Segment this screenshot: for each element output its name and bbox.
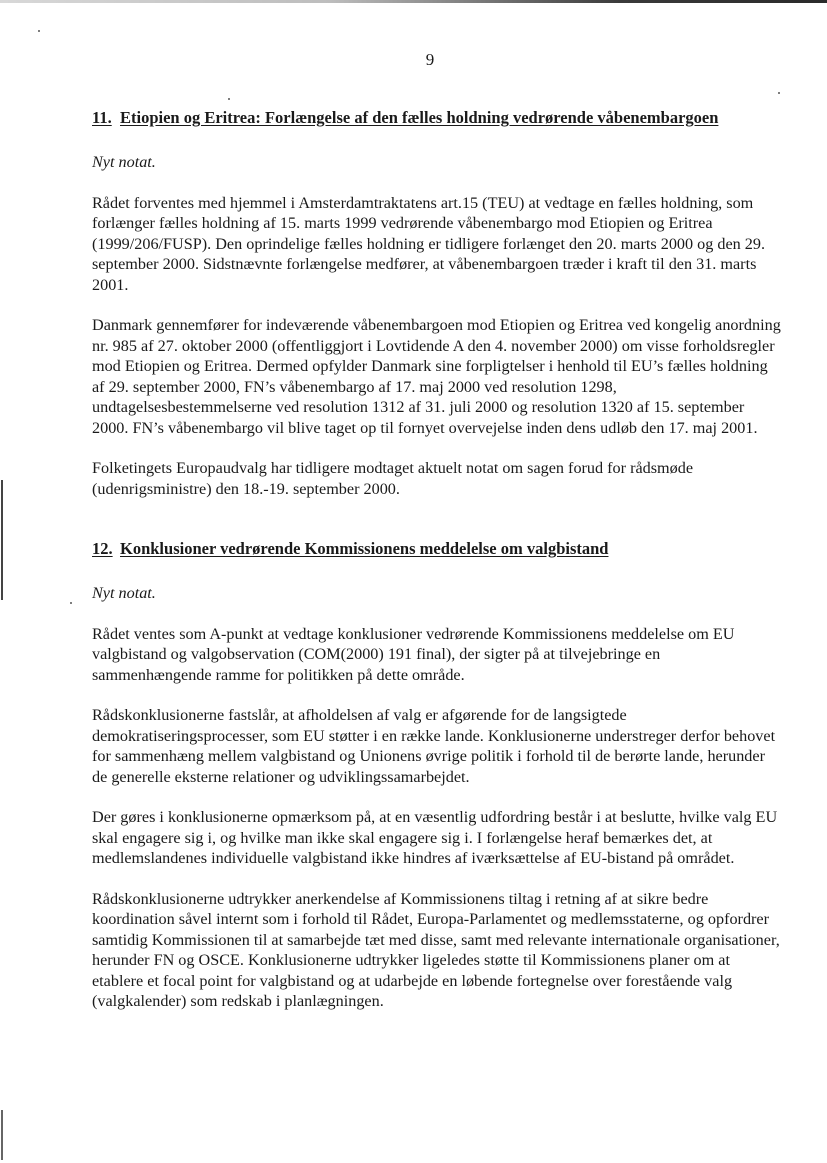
paragraph: Der gøres i konklusionerne opmærksom på, at en væsentlig udfordring består i at beslutte, hvilke valg EU skal engagere sig i, og hvilke man ikke skal engagere sig i. I forlængelse heraf bemærkes det, at medlemslandenes individuelle valgbistand ikke hindres af iværksættelse af EU-bistand på området. [92, 808, 778, 867]
scan-speck [228, 98, 230, 100]
section-11 [92, 108, 782, 499]
page-number: 9 [425, 50, 435, 69]
document-body [92, 108, 782, 1012]
section-heading [92, 539, 782, 559]
scan-speck [70, 602, 72, 604]
paragraph: Rådskonklusionerne udtrykker anerkendelse af Kommissionens tiltag i retning af at sikre bedre koordination såvel internt som i forhold til Rådet, Europa-Parlamentet og medlemsstaterne, og opfordrer samtidig Kommissionen til at samarbejde tæt med disse, samt med relevante internationale organisationer, herunder FN og OSCE. Konklusionerne udtrykker ligeledes støtte til Kommissionens planer om at etablere et focal point for valgbistand og at udarbejde en løbende fortegnelse over forestående valg (valgkalender) som redskab i planlægningen. [92, 889, 780, 1010]
section-title: Konklusioner vedrørende Kommissionens meddelelse om valgbistand [120, 539, 609, 558]
paragraph: Danmark gennemfører for indeværende våbenembargoen mod Etiopien og Eritrea ved kongelig anordning nr. 985 af 27. oktober 2000 (offentliggjort i Lovtidende A den 4. november 2000) om visse forholdsregler mod Etiopien og Eritrea. Dermed opfylder Danmark sine forpligtelser i henhold til EU’s fælles holdning af 29. september 2000, FN’s våbenembargo af 17. maj 2000 ved resolution 1298, undtagelsesbestemmelserne ved resolution 1312 af 31. juli 2000 og resolution 1320 af 15. september 2000. FN’s våbenembargo vil blive taget op til fornyet overvejelse inden dens udløb den 17. maj 2001. [92, 316, 781, 437]
scan-speck [38, 30, 40, 32]
section-note: Nyt notat. [92, 153, 156, 171]
paragraph: Rådet forventes med hjemmel i Amsterdamtraktatens art.15 (TEU) at vedtage en fælles holdning, som forlænger fælles holdning af 15. marts 1999 vedrørende våbenembargo mod Etiopien og Eritrea (1999/206/FUSP). Den oprindelige fælles holdning er tidligere forlænget den 20. marts 2000 og den 29. september 2000. Sidstnævnte forlængelse medfører, at våbenembargoen træder i kraft til den 31. marts 2001. [92, 193, 766, 294]
section-note: Nyt notat. [92, 584, 156, 602]
section-number: 12. [92, 539, 113, 558]
scan-speck [778, 92, 780, 94]
paragraph: Folketingets Europaudvalg har tidligere modtaget aktuelt notat om sagen forud for rådsmøde (udenrigsministre) den 18.-19. september 2000. [92, 459, 694, 498]
section-heading [92, 108, 782, 128]
scan-edge [1, 480, 3, 600]
section-number: 11. [92, 108, 112, 127]
section-12 [92, 539, 782, 1012]
paragraph: Rådet ventes som A-punkt at vedtage konklusioner vedrørende Kommissionens meddelelse om EU valgbistand og valgobservation (COM(2000) 191 final), der sigter på at tilvejebringe en sammenhængende ramme for politikken på dette område. [92, 624, 735, 684]
paragraph: Rådskonklusionerne fastslår, at afholdelsen af valg er afgørende for de langsigtede demokratiseringsprocesser, som EU støtter i en række lande. Konklusionerne understreger derfor behovet for sammenhæng mellem valgbistand og Unionens øvrige politik i forhold til de berørte lande, herunder de generelle eksterne relationer og udviklingssamarbejdet. [92, 706, 776, 786]
scan-edge [0, 0, 827, 3]
scan-edge [1, 1110, 3, 1160]
section-title: Etiopien og Eritrea: Forlængelse af den fælles holdning vedrørende våbenembargoen [120, 108, 719, 127]
